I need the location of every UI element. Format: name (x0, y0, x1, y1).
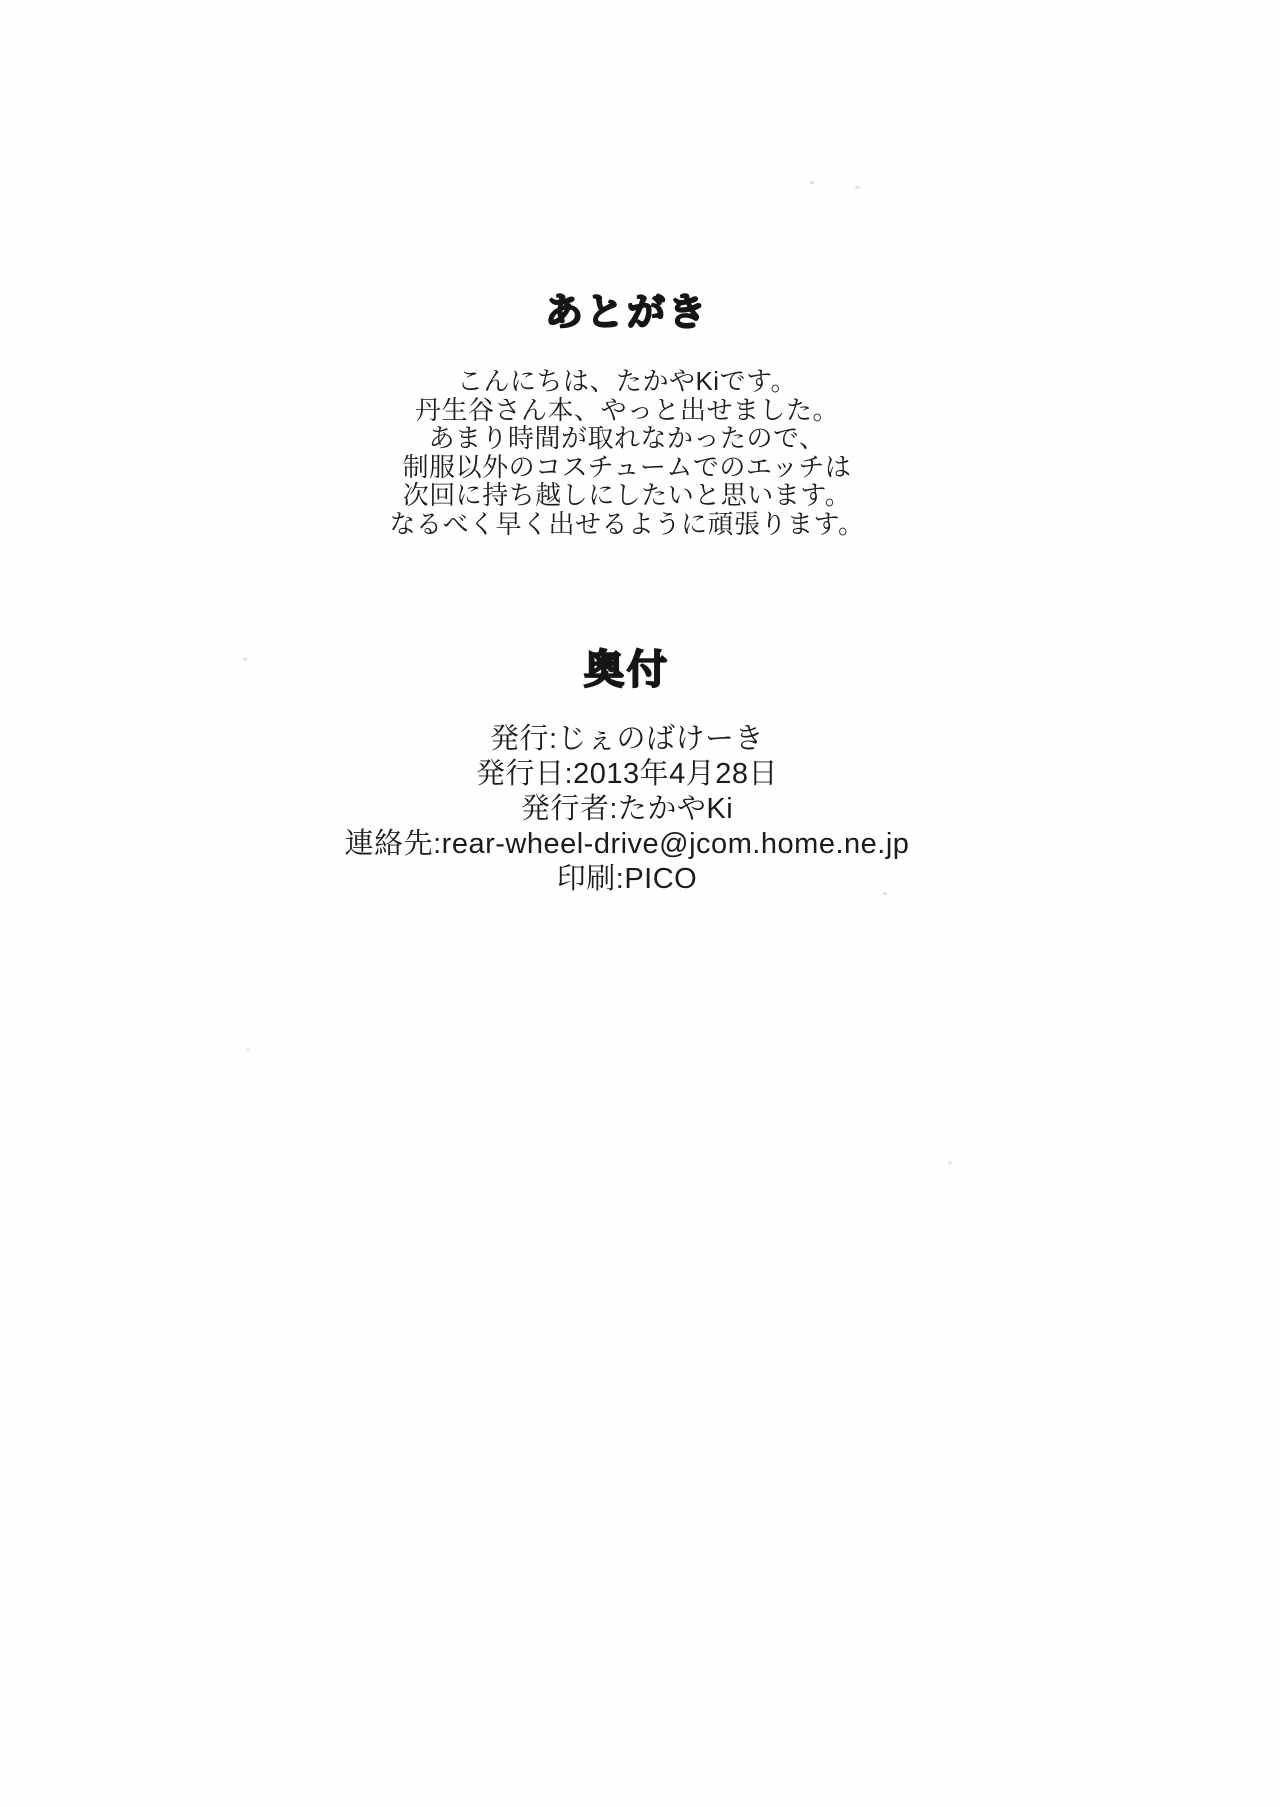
scan-speck (948, 1161, 952, 1165)
colophon-line-author: 発行者:たかやKi (520, 793, 734, 825)
afterword-section (0, 291, 1254, 538)
scan-speck (246, 1048, 250, 1051)
scan-speck (855, 186, 860, 189)
afterword-line: 次回に持ち越しにしたいと思います。 (402, 480, 852, 510)
scan-speck (243, 657, 247, 661)
colophon-line-contact-email: 連絡先:rear-wheel-drive@jcom.home.ne.jp (344, 828, 910, 860)
afterword-line: 丹生谷さん本、やっと出せました。 (414, 394, 839, 425)
afterword-line: こんにちは、たかやKiです。 (456, 366, 798, 396)
afterword-line: なるべく早く出せるように頑張ります。 (389, 508, 865, 539)
colophon-line-printer: 印刷:PICO (556, 863, 698, 895)
afterword-line: あまり時間が取れなかったので、 (428, 423, 826, 453)
colophon-section (0, 648, 1254, 897)
colophon-line-publish-date: 発行日:2013年4月28日 (476, 758, 778, 790)
scan-speck (810, 181, 814, 184)
afterword-line: 制服以外のコスチュームでのエッチは (402, 451, 852, 482)
afterword-title: あとがき (544, 292, 709, 334)
colophon-title: 奥付 (584, 648, 670, 692)
colophon-line-publisher: 発行:じぇのばけーき (489, 723, 765, 755)
scan-speck (883, 892, 887, 895)
